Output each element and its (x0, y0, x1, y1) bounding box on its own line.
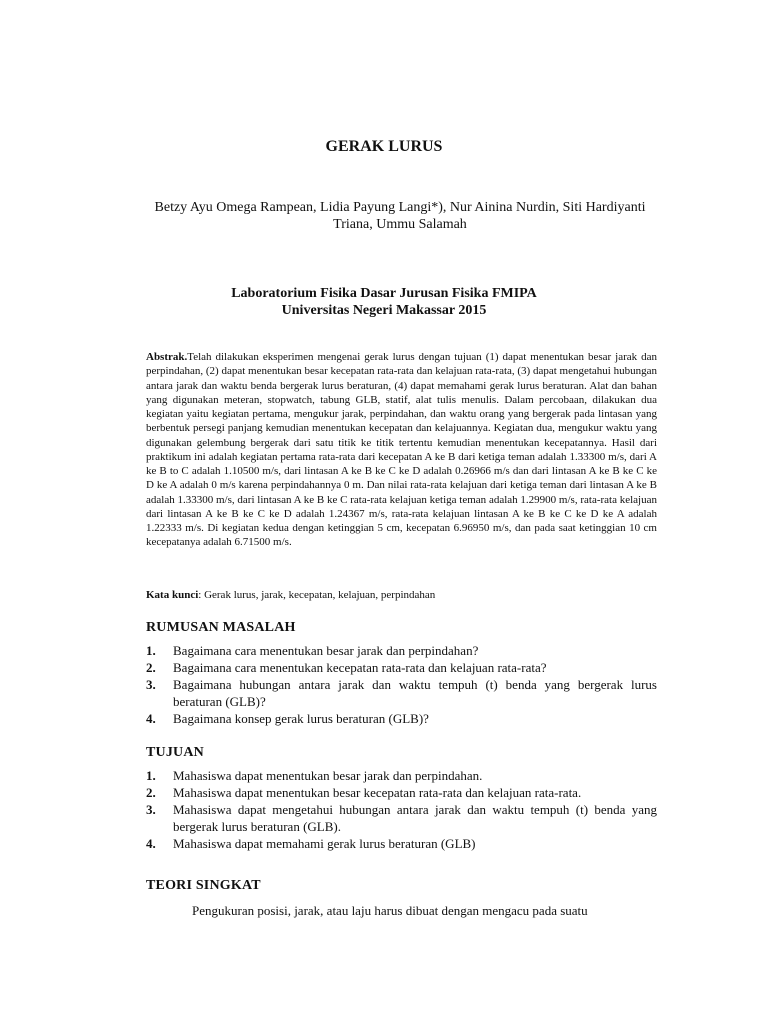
keywords-label: Kata kunci (146, 589, 199, 601)
list-text: Mahasiswa dapat menentukan besar kecepatan rata-rata dan kelajuan rata-rata. (173, 785, 582, 800)
list-number: 2. (146, 660, 156, 675)
abstract (146, 350, 657, 550)
list-item (146, 767, 657, 784)
teori-paragraph: Pengukuran posisi, jarak, atau laju harus dibuat dengan mengacu pada suatu (192, 903, 588, 918)
list-item (146, 710, 657, 727)
paper-title: GERAK LURUS (325, 138, 443, 155)
keywords-text: : Gerak lurus, jarak, kecepatan, kelajuan, perpindahan (198, 589, 436, 601)
list-item (146, 642, 657, 659)
list-item (146, 676, 657, 710)
list-text: Mahasiswa dapat mengetahui hubungan antara jarak dan waktu tempuh (t) benda yang bergerak lurus beraturan (GLB). (173, 802, 657, 834)
list-number: 1. (146, 768, 156, 783)
abstract-label: Abstrak. (146, 351, 188, 363)
list-item (146, 659, 657, 676)
rumusan-list (146, 642, 657, 727)
section-heading-teori: TEORI SINGKAT (146, 878, 261, 893)
section-heading-rumusan: RUMUSAN MASALAH (146, 620, 296, 635)
keywords (146, 589, 657, 601)
list-text: Bagaimana cara menentukan besar jarak dan perpindahan? (173, 643, 479, 658)
abstract-text: Telah dilakukan eksperimen mengenai gerak lurus dengan tujuan (1) dapat menentukan besar jarak dan perpindahan, (2) dapat menentukan besar kecepatan rata-rata dan kelajuan rata-rata, (3) dapat mengetahui hubungan antara jarak dan waktu benda bergerak lurus beraturan, (4) dapat memahami gerak lurus beraturan. Alat dan bahan yang digunakan meteran, stopwatch, tabung GLB, statif, alat tulis menulis. Dalam percobaan, dilakukan dua kegiatan yaitu kegiatan pertama, mengukur jarak, perpindahan, dan waktu orang yang bergerak pada lintasan yang berbentuk persegi panjang kemudian menentukan kecepatan dan kelajuannya. Kegiatan dua, mengukur waktu yang digunakan gelembung bergerak dari satu titik ke titik tertentu kemudian menentukan kecepatannya. Hasil dari praktikum ini adalah kegiatan pertama rata-rata dari kecepatan A ke B dari ketiga teman adalah 1.33300 m/s, dari A ke B to C adalah 1.10500 m/s, dari lintasan A ke B ke C ke D adalah 0.26966 m/s dan dari lintasan A ke B ke C ke D ke A adalah 0 m/s karena perpindahannya 0 m. Dan nilai rata-rata kelajuan dari ketiga teman dari lintasan A ke B adalah 1.33300 m/s, dari lintasan A ke B ke C rata-rata kelajuan ketiga teman adalah 1.29900 m/s, rata-rata kelajuan dari lintasan A ke B ke C ke D adalah 1.24367 m/s, rata-rata kelajuan lintasan A ke B ke C ke D ke A adalah 1.22333 m/s. Di kegiatan kedua dengan ketinggian 5 cm, kecepatan 6.96950 m/s, dan pada saat ketinggian 10 cm kecepatanya adalah 6.71500 m/s. (146, 351, 657, 549)
list-item (146, 835, 657, 852)
list-text: Mahasiswa dapat menentukan besar jarak dan perpindahan. (173, 768, 483, 783)
list-number: 4. (146, 711, 156, 726)
affiliation (0, 285, 768, 319)
section-heading-tujuan: TUJUAN (146, 745, 204, 760)
list-item (146, 784, 657, 801)
list-number: 3. (146, 802, 156, 817)
author-list: Betzy Ayu Omega Rampean, Lidia Payung Langi*), Nur Ainina Nurdin, Siti Hardiyanti Triana, Ummu Salamah (154, 200, 646, 232)
list-number: 2. (146, 785, 156, 800)
affiliation-line-1: Laboratorium Fisika Dasar Jurusan Fisika FMIPA (231, 286, 537, 301)
list-number: 4. (146, 836, 156, 851)
list-text: Bagaimana hubungan antara jarak dan waktu tempuh (t) benda yang bergerak lurus beraturan (GLB)? (173, 677, 657, 709)
affiliation-line-2: Universitas Negeri Makassar 2015 (281, 303, 487, 318)
list-text: Bagaimana cara menentukan kecepatan rata-rata dan kelajuan rata-rata? (173, 660, 547, 675)
list-text: Bagaimana konsep gerak lurus beraturan (GLB)? (173, 711, 429, 726)
tujuan-list (146, 767, 657, 852)
list-number: 3. (146, 677, 156, 692)
list-item (146, 801, 657, 835)
list-text: Mahasiswa dapat memahami gerak lurus beraturan (GLB) (173, 836, 476, 851)
list-number: 1. (146, 643, 156, 658)
